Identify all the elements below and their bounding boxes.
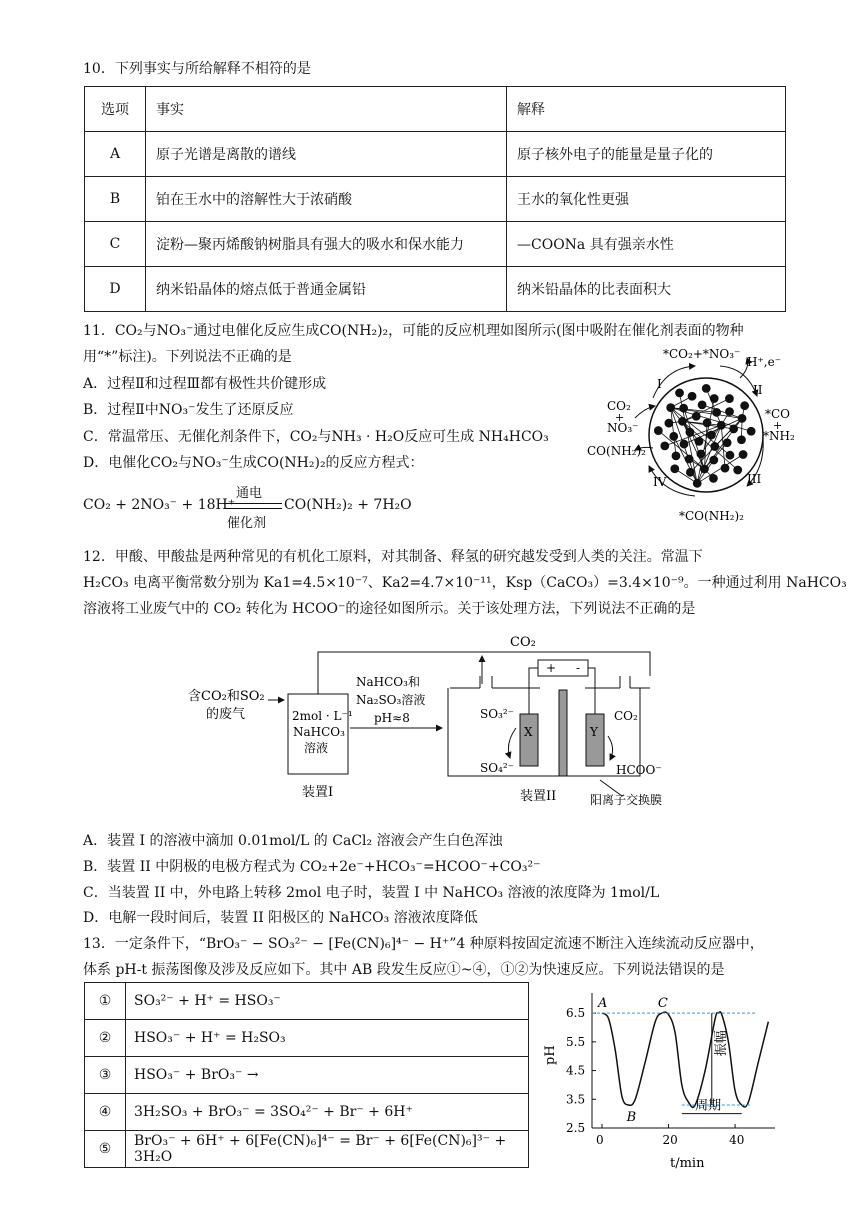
q11-equation-right: CO(NH₂)₂ + 7H₂O: [284, 497, 412, 513]
table-header-row: [85, 87, 786, 132]
catalyst-atom: [702, 384, 710, 392]
catalyst-atom: [693, 479, 701, 487]
device-I-solute: NaHCO₃: [293, 725, 345, 739]
fig-co2: CO₂: [607, 399, 631, 413]
catalyst-atom: [685, 455, 693, 463]
q11-equation-condition-top: 通电: [236, 486, 263, 501]
row-fact: 铂在王水中的溶解性大于浓硝酸: [146, 177, 507, 222]
electrode-Y-label: Y: [590, 725, 598, 739]
row-option: A: [85, 132, 146, 177]
catalyst-atom: [700, 465, 708, 473]
y-axis-label: pH: [543, 1045, 558, 1065]
q11-option-a: A．过程Ⅱ和过程Ⅲ都有极性共价键形成: [83, 376, 327, 392]
catalyst-atom: [726, 451, 734, 459]
table-row: [85, 1131, 529, 1168]
electrode-X: [520, 714, 538, 766]
table-row: [85, 177, 786, 222]
q13-line1: 13．一定条件下，“BrO₃⁻ − SO₃²⁻ − [Fe(CN)₆]⁴⁻ − H⁺”4 种原料按固定流速不断注入连续流动反应器中，: [83, 936, 764, 952]
catalyst-atom: [703, 419, 711, 427]
catalyst-atom: [672, 452, 680, 460]
catalyst-atom: [713, 408, 721, 416]
ph-time-chart: [540, 985, 790, 1175]
q11-line2: 用“*”标注)。下列说法不正确的是: [83, 349, 292, 365]
reaction-number: ④: [85, 1094, 126, 1131]
y-tick-label: 5.5: [566, 1034, 586, 1049]
table-row: [85, 132, 786, 177]
y-tick-label: 3.5: [566, 1092, 586, 1107]
reaction-number: ③: [85, 1057, 126, 1094]
x-tick-label: 0: [595, 1133, 604, 1147]
row-reason: 王水的氧化性更强: [507, 177, 786, 222]
fig-label-I: I: [657, 377, 662, 391]
catalyst-atom: [676, 389, 684, 397]
mid-solution-line1: NaHCO₃和: [356, 675, 420, 689]
y-tick-label: 4.5: [566, 1063, 586, 1078]
catalyst-atom: [747, 427, 755, 435]
q12-apparatus-diagram: [180, 628, 680, 818]
catalyst-atom: [665, 419, 673, 427]
reaction-number: ①: [85, 983, 126, 1020]
header-reason: 解释: [507, 87, 786, 132]
point-label-A: A: [597, 996, 608, 1012]
q12-option-d: D．电解一段时间后，装置 II 阳极区的 NaHCO₃ 溶液浓度降低: [83, 910, 478, 926]
fig-nh2-star: *NH₂: [763, 429, 795, 443]
mid-solution-ph: pH≈8: [374, 711, 410, 725]
catalyst-atom: [710, 456, 718, 464]
hcoo-label: HCOO⁻: [616, 763, 662, 777]
mid-solution-line2: Na₂SO₃溶液: [356, 693, 426, 707]
q12-option-a: A．装置 I 的溶液中滴加 0.01mol/L 的 CaCl₂ 溶液会产生白色浑浊: [83, 833, 503, 849]
catalyst-atom: [680, 404, 688, 412]
reaction-equation: SO₃²⁻ + H⁺ = HSO₃⁻: [126, 983, 529, 1020]
amplitude-label: 振幅: [713, 1030, 729, 1057]
table-row: [85, 1020, 529, 1057]
q11-option-d: D．电催化CO₂与NO₃⁻生成CO(NH₂)₂的反应方程式：: [83, 455, 424, 471]
reaction-equation: BrO₃⁻ + 6H⁺ + 6[Fe(CN)₆]⁴⁻ = Br⁻ + 6[Fe(CN)₆]³⁻ + 3H₂O: [126, 1131, 529, 1168]
catalyst-atom: [654, 427, 662, 435]
row-fact: 原子光谱是离散的谱线: [146, 132, 507, 177]
fig-label-IV: IV: [653, 475, 667, 489]
x-tick-label: 20: [662, 1133, 678, 1147]
device-I-conc: 2mol · L⁻¹: [292, 709, 353, 723]
row-option: B: [85, 177, 146, 222]
fig-top-species: *CO₂+*NO₃⁻: [663, 347, 741, 361]
catalyst-atom: [709, 474, 717, 482]
table-row: [85, 983, 529, 1020]
period-label: 周期: [695, 1098, 722, 1114]
q11-option-b: B．过程Ⅱ中NO₃⁻发生了还原反应: [83, 402, 294, 418]
q11-equation-condition-bottom: 催化剂: [227, 516, 267, 531]
point-label-C: C: [657, 996, 668, 1012]
row-option: C: [85, 222, 146, 267]
q12-line3: 溶液将工业废气中的 CO₂ 转化为 HCOO⁻的途径如图所示。关于该处理方法，下列说法不正确的是: [83, 601, 696, 617]
cation-membrane: [559, 690, 567, 776]
table-row: [85, 1057, 529, 1094]
catalyst-atom: [688, 392, 696, 400]
device-I-label: 装置I: [302, 785, 334, 800]
catalyst-atom: [697, 450, 705, 458]
q12-line2: H₂CO₃ 电离平衡常数分别为 Ka1=4.5×10⁻⁷、Ka2=4.7×10⁻¹¹，Ksp（CaCO₃）=3.4×10⁻⁹。一种通过利用 NaHCO₃: [83, 575, 847, 591]
device-II-label: 装置II: [520, 789, 557, 804]
electrode-X-label: X: [524, 725, 533, 739]
row-reason: —COONa 具有强亲水性: [507, 222, 786, 267]
catalyst-atom: [686, 468, 694, 476]
q12-line1: 12．甲酸、甲酸盐是两种常见的有机化工原料，对其制备、释氢的研究越发受到人类的关注。常温下: [83, 549, 703, 565]
catalyst-atom: [717, 421, 725, 429]
fig-label-III: III: [747, 472, 762, 486]
header-fact: 事实: [146, 87, 507, 132]
catalyst-atom: [680, 440, 688, 448]
co2-top-label: CO₂: [510, 635, 536, 650]
catalyst-atom: [661, 442, 669, 450]
q11-line1: 11．CO₂与NO₃⁻通过电催化反应生成CO(NH₂)₂，可能的反应机理如图所示(图中吸附在催化剂表面的物种: [83, 323, 744, 339]
row-option: D: [85, 267, 146, 312]
reaction-equation: HSO₃⁻ + H⁺ = H₂SO₃: [126, 1020, 529, 1057]
co2-right-label: CO₂: [614, 709, 638, 723]
catalyst-atom: [692, 412, 700, 420]
q10-table: [84, 86, 786, 312]
so3-label: SO₃²⁻: [480, 707, 515, 721]
reaction-equation: HSO₃⁻ + BrO₃⁻ →: [126, 1057, 529, 1094]
q10-title: 10．下列事实与所给解释不相符的是: [83, 61, 311, 77]
fig-plus: +: [615, 411, 625, 424]
catalyst-atom: [671, 465, 679, 473]
catalyst-atom: [670, 432, 678, 440]
catalyst-atom: [730, 425, 738, 433]
catalyst-atom: [725, 395, 733, 403]
q11-equation-left: CO₂ + 2NO₃⁻ + 18H⁺: [83, 497, 236, 513]
header-option: 选项: [85, 87, 146, 132]
row-reason: 纳米铅晶体的比表面积大: [507, 267, 786, 312]
x-axis-label: t/min: [670, 1156, 705, 1171]
reaction-number: ②: [85, 1020, 126, 1057]
catalyst-atom: [707, 431, 715, 439]
q11-option-c: C．常温常压、无催化剂条件下，CO₂与NH₃ · H₂O反应可生成 NH₄HCO₃: [83, 429, 549, 445]
q13-reaction-table: [84, 982, 529, 1168]
catalyst-atom: [739, 450, 747, 458]
catalyst-atom: [737, 436, 745, 444]
y-tick-label: 2.5: [566, 1121, 586, 1135]
ph-curve: [602, 1012, 768, 1108]
catalyst-atom: [667, 404, 675, 412]
catalyst-atom: [695, 437, 703, 445]
catalyst-atom: [710, 395, 718, 403]
catalyst-atom: [678, 417, 686, 425]
point-label-B: B: [626, 1110, 637, 1126]
fig-co-star: *CO: [765, 407, 791, 421]
fig-h-e: H⁺,e⁻: [747, 355, 782, 369]
catalyst-atom: [686, 428, 694, 436]
reaction-equation: 3H₂SO₃ + BrO₃⁻ = 3SO₄²⁻ + Br⁻ + 6H⁺: [126, 1094, 529, 1131]
device-II-tank: [448, 688, 640, 776]
device-I-solution: 溶液: [304, 741, 329, 755]
power-plus: +: [546, 661, 557, 675]
fig-urea: CO(NH₂)₂: [587, 444, 646, 458]
x-tick-label: 40: [729, 1133, 745, 1147]
fig-bottom-species: *CO(NH₂)₂: [679, 509, 744, 523]
catalyst-atom: [711, 442, 719, 450]
q13-line2: 体系 pH-t 振荡图像及涉及反应如下。其中 AB 段发生反应①~④，①②为快速反应。下列说法错误的是: [83, 962, 725, 978]
electrode-Y: [586, 714, 604, 766]
table-row: [85, 1094, 529, 1131]
catalyst-atom: [723, 439, 731, 447]
waste-gas-line2: 的废气: [206, 707, 246, 722]
q12-option-c: C．当装置 II 中，外电路上转移 2mol 电子时，装置 I 中 NaHCO₃ 溶液的浓度降为 1mol/L: [83, 885, 660, 901]
catalyst-atom: [741, 402, 749, 410]
q11-mechanism-diagram: [575, 338, 815, 528]
fig-plus2: +: [773, 419, 783, 432]
row-fact: 纳米铅晶体的熔点低于普通金属铅: [146, 267, 507, 312]
catalyst-atom: [734, 466, 742, 474]
catalyst-atom: [738, 414, 746, 422]
fig-no3: NO₃⁻: [607, 421, 639, 435]
catalyst-atom: [721, 464, 729, 472]
table-row: [85, 222, 786, 267]
q11-equation-equals: [224, 503, 282, 509]
reaction-number: ⑤: [85, 1131, 126, 1168]
so4-label: SO₄²⁻: [480, 761, 515, 775]
y-tick-label: 6.5: [566, 1006, 586, 1021]
power-minus: -: [576, 661, 581, 675]
row-fact: 淀粉—聚丙烯酸钠树脂具有强大的吸水和保水能力: [146, 222, 507, 267]
fig-label-II: II: [753, 383, 763, 397]
row-reason: 原子核外电子的能量是量子化的: [507, 132, 786, 177]
catalyst-atom: [726, 408, 734, 416]
table-row: [85, 267, 786, 312]
q12-option-b: B．装置 II 中阴极的电极方程式为 CO₂+2e⁻+HCO₃⁻=HCOO⁻+CO₃²⁻: [83, 859, 541, 875]
catalyst-atom: [698, 401, 706, 409]
membrane-label: 阳离子交换膜: [590, 793, 663, 807]
waste-gas-line1: 含CO₂和SO₂: [188, 689, 265, 704]
